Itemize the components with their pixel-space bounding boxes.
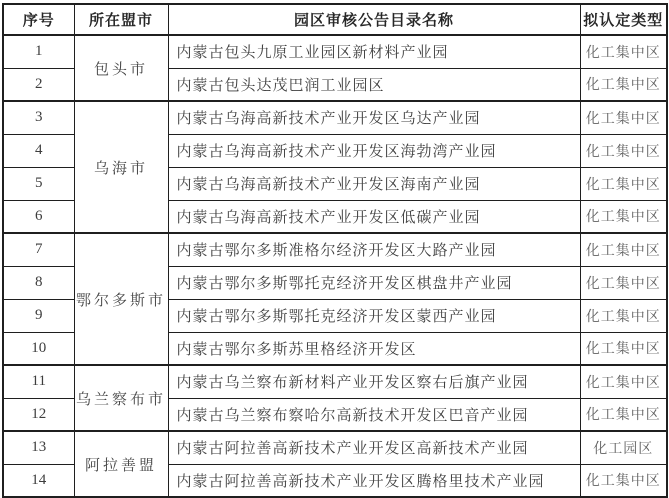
serial-cell: 6 [3, 200, 74, 233]
park-name-cell: 内蒙古乌海高新技术产业开发区海南产业园 [168, 167, 580, 200]
table-header [3, 4, 667, 35]
park-name-cell: 内蒙古乌海高新技术产业开发区低碳产业园 [168, 200, 580, 233]
park-name-cell: 内蒙古包头九原工业园区新材料产业园 [168, 35, 580, 68]
table-row [3, 101, 667, 134]
table-row [3, 431, 667, 464]
type-cell: 化工集中区 [580, 101, 667, 134]
park-name-cell: 内蒙古鄂尔多斯鄂托克经济开发区棋盘井产业园 [168, 266, 580, 299]
serial-cell: 2 [3, 68, 74, 101]
serial-cell: 3 [3, 101, 74, 134]
serial-cell: 8 [3, 266, 74, 299]
type-cell: 化工集中区 [580, 398, 667, 431]
header-proposed-type: 拟认定类型 [580, 4, 667, 35]
park-name-cell: 内蒙古包头达茂巴润工业园区 [168, 68, 580, 101]
park-name-cell: 内蒙古鄂尔多斯准格尔经济开发区大路产业园 [168, 233, 580, 266]
type-cell: 化工集中区 [580, 200, 667, 233]
table-row [3, 365, 667, 398]
park-name-cell: 内蒙古乌海高新技术产业开发区乌达产业园 [168, 101, 580, 134]
serial-cell: 14 [3, 464, 74, 497]
type-cell: 化工集中区 [580, 134, 667, 167]
city-cell-baotou: 包头市 [74, 35, 168, 101]
header-city-league: 所在盟市 [74, 4, 168, 35]
park-name-cell: 内蒙古鄂尔多斯鄂托克经济开发区蒙西产业园 [168, 299, 580, 332]
type-cell: 化工集中区 [580, 365, 667, 398]
type-cell: 化工园区 [580, 431, 667, 464]
serial-cell: 12 [3, 398, 74, 431]
header-park-directory-name: 园区审核公告目录名称 [168, 4, 580, 35]
table-row [3, 35, 667, 68]
type-cell: 化工集中区 [580, 332, 667, 365]
city-cell-ordos: 鄂尔多斯市 [74, 233, 168, 365]
type-cell: 化工集中区 [580, 68, 667, 101]
type-cell: 化工集中区 [580, 167, 667, 200]
city-cell-ulanqab: 乌兰察布市 [74, 365, 168, 431]
type-cell: 化工集中区 [580, 35, 667, 68]
type-cell: 化工集中区 [580, 464, 667, 497]
table-row [3, 233, 667, 266]
serial-cell: 11 [3, 365, 74, 398]
serial-cell: 13 [3, 431, 74, 464]
city-cell-alxa: 阿拉善盟 [74, 431, 168, 497]
park-review-table [2, 3, 668, 498]
serial-cell: 9 [3, 299, 74, 332]
park-name-cell: 内蒙古乌兰察布察哈尔高新技术开发区巴音产业园 [168, 398, 580, 431]
header-row [3, 4, 667, 35]
serial-cell: 7 [3, 233, 74, 266]
type-cell: 化工集中区 [580, 299, 667, 332]
park-name-cell: 内蒙古乌兰察布新材料产业开发区察右后旗产业园 [168, 365, 580, 398]
serial-cell: 5 [3, 167, 74, 200]
park-name-cell: 内蒙古阿拉善高新技术产业开发区腾格里技术产业园 [168, 464, 580, 497]
serial-cell: 4 [3, 134, 74, 167]
city-cell-wuhai: 乌海市 [74, 101, 168, 233]
type-cell: 化工集中区 [580, 233, 667, 266]
table-body [3, 35, 667, 497]
type-cell: 化工集中区 [580, 266, 667, 299]
header-serial-number: 序号 [3, 4, 74, 35]
park-name-cell: 内蒙古鄂尔多斯苏里格经济开发区 [168, 332, 580, 365]
serial-cell: 10 [3, 332, 74, 365]
park-name-cell: 内蒙古阿拉善高新技术产业开发区高新技术产业园 [168, 431, 580, 464]
park-name-cell: 内蒙古乌海高新技术产业开发区海勃湾产业园 [168, 134, 580, 167]
serial-cell: 1 [3, 35, 74, 68]
